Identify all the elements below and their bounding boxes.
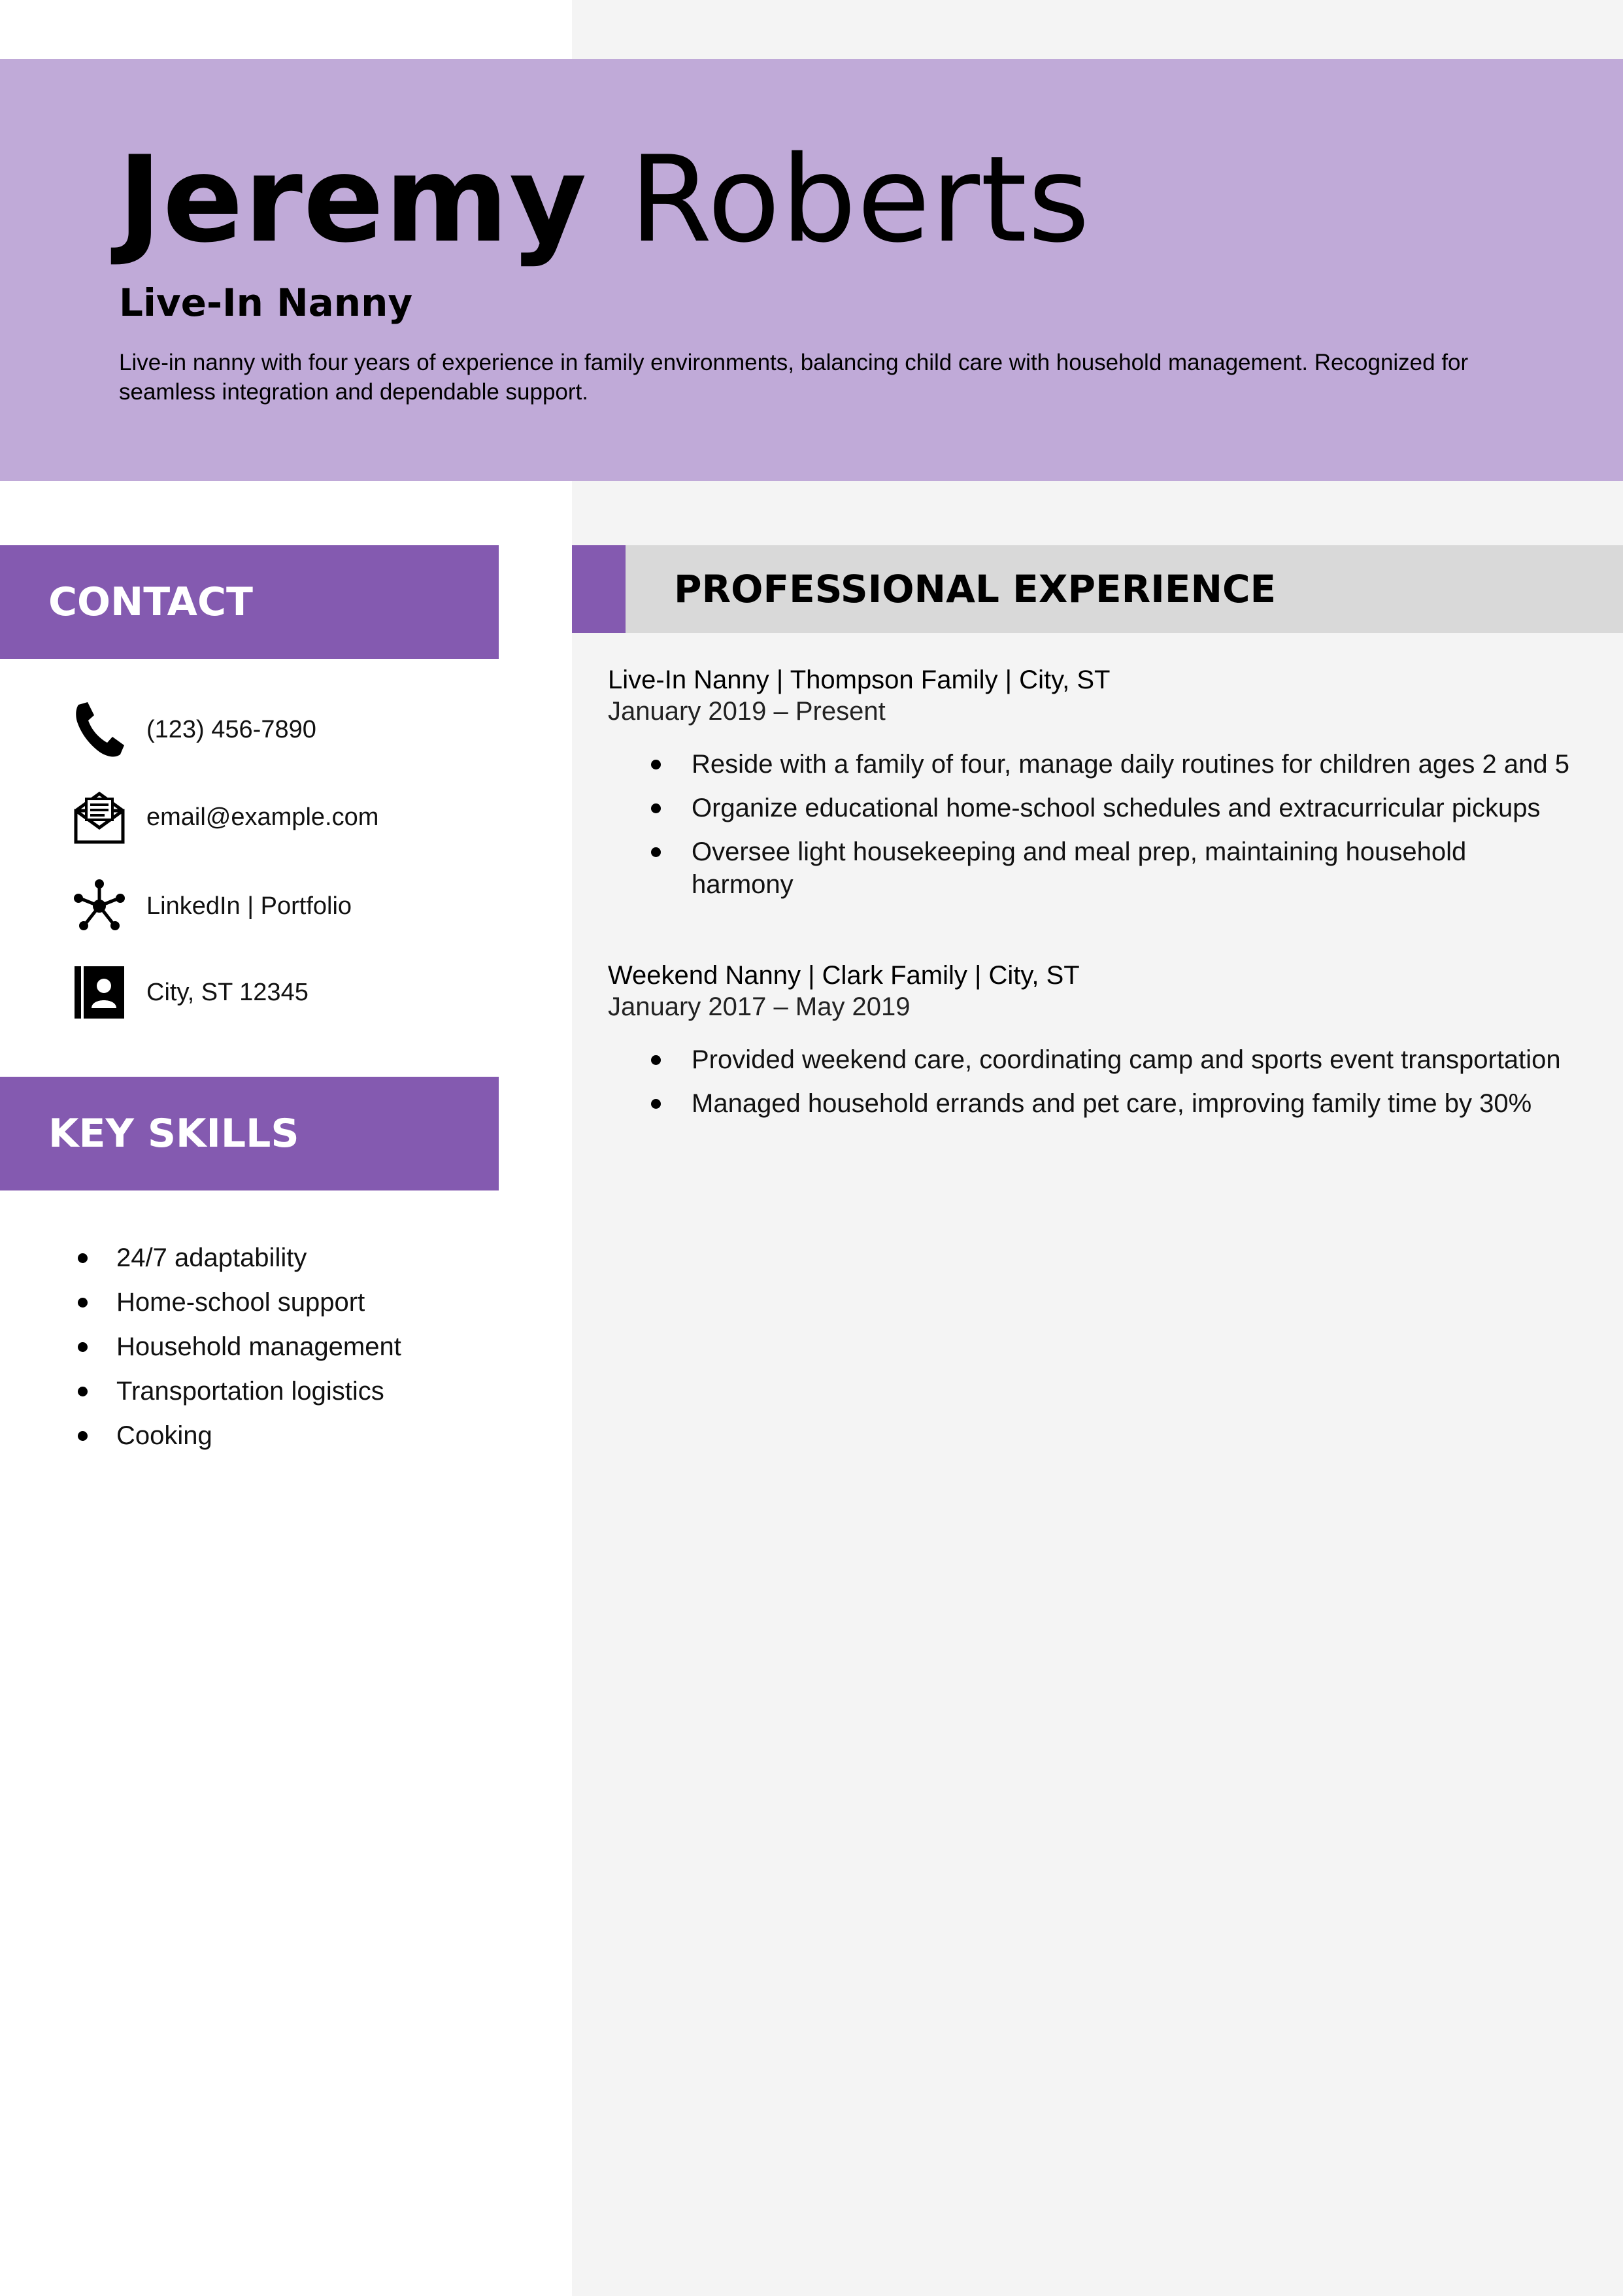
heading-accent-bar <box>572 545 626 633</box>
job-title-line: Weekend Nanny | Clark Family | City, ST <box>608 961 1080 990</box>
job-bullet: Provided weekend care, coordinating camp and sports event transportation <box>608 1043 1608 1076</box>
skill-item: Home-school support <box>116 1280 401 1325</box>
contact-heading <box>0 545 499 659</box>
contact-phone <box>72 700 490 765</box>
skill-item: 24/7 adaptability <box>116 1236 401 1280</box>
summary: Live-in nanny with four years of experience in family environments, balancing child care with household management. Recognized for seamless integration and dependable support. <box>119 350 1469 405</box>
job-title-line: Live-In Nanny | Thompson Family | City, ST <box>608 666 1111 694</box>
job-entry <box>608 664 1608 912</box>
job-bullet: Managed household errands and pet care, improving family time by 30% <box>608 1087 1608 1120</box>
professional-experience-heading <box>572 545 1623 633</box>
job-bullet: Reside with a family of four, manage daily routines for children ages 2 and 5 <box>608 748 1608 781</box>
job-bullets <box>608 1043 1608 1120</box>
skill-item: Cooking <box>116 1413 401 1458</box>
job-bullet: Organize educational home-school schedules and extracurricular pickups <box>608 792 1608 824</box>
network-icon <box>72 876 127 936</box>
skill-item: Transportation logistics <box>116 1369 401 1413</box>
candidate-name <box>118 131 1090 268</box>
contact-links-text: LinkedIn | Portfolio <box>146 892 352 920</box>
job-dates: January 2017 – May 2019 <box>608 992 911 1021</box>
skills-list <box>116 1236 401 1458</box>
header-banner <box>0 59 1623 481</box>
contact-address <box>72 962 490 1028</box>
contact-phone-text: (123) 456-7890 <box>146 716 316 743</box>
contact-heading-label: CONTACT <box>48 579 253 625</box>
first-name: Jeremy <box>118 130 588 269</box>
job-title: Live-In Nanny <box>119 280 413 325</box>
professional-experience-heading-label: PROFESSIONAL EXPERIENCE <box>674 567 1277 611</box>
contact-email-text: email@example.com <box>146 803 379 831</box>
job-bullet: Oversee light housekeeping and meal prep, maintaining household harmony <box>608 836 1496 901</box>
contact-links <box>72 876 490 941</box>
job-entry <box>608 960 1608 1131</box>
key-skills-heading-label: KEY SKILLS <box>48 1111 299 1156</box>
job-bullets <box>608 748 1608 901</box>
envelope-icon <box>72 787 127 847</box>
phone-icon <box>72 700 127 760</box>
address-book-icon <box>72 962 127 1022</box>
job-dates: January 2019 – Present <box>608 697 886 726</box>
last-name: Roberts <box>629 130 1091 269</box>
contact-address-text: City, ST 12345 <box>146 979 309 1006</box>
key-skills-heading <box>0 1077 499 1190</box>
skill-item: Household management <box>116 1325 401 1369</box>
contact-email <box>72 787 490 853</box>
